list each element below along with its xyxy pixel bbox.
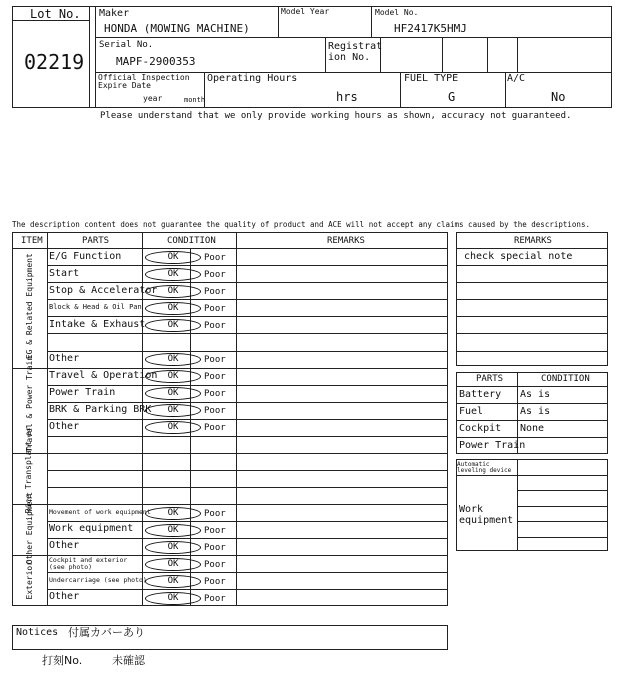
ok-mark: OK — [145, 524, 201, 537]
accuracy-note: Please understand that we only provide working hours as shown, accuracy not guaranteed. — [100, 111, 572, 121]
poor-option: Poor — [204, 304, 226, 314]
model-no-label: Model No. — [375, 8, 419, 17]
part-work-equipment: Work equipment — [49, 523, 134, 534]
group-exterior: Exterior — [24, 560, 34, 600]
fuel-value: G — [448, 90, 456, 104]
ok-mark: OK — [145, 285, 201, 298]
col-item: ITEM — [21, 236, 43, 246]
ok-mark: OK — [145, 404, 201, 417]
notices-label: Notices — [16, 627, 59, 638]
part-undercarriage: Undercarriage (see photo) — [49, 576, 147, 584]
stamp-value: 未確認 — [112, 654, 145, 667]
poor-option: Poor — [204, 594, 226, 604]
remarks-value: check special note — [464, 251, 573, 262]
poor-option: Poor — [204, 509, 226, 519]
disclaimer: The description content does not guarantee the quality of product and ACE will not accept any claims caused by the descriptions. — [12, 220, 590, 229]
part-movement-work: Movement of work equipment — [49, 508, 151, 516]
ok-mark: OK — [145, 387, 201, 400]
part-start: Start — [49, 268, 80, 279]
poor-option: Poor — [204, 287, 226, 297]
maker-value: HONDA (MOWING MACHINE) — [104, 22, 250, 35]
model-no-value: HF2417K5HMJ — [394, 22, 467, 35]
poor-option: Poor — [204, 560, 226, 570]
poor-option: Poor — [204, 543, 226, 553]
ok-mark: OK — [145, 575, 201, 588]
poor-option: Poor — [204, 389, 226, 399]
col-parts: PARTS — [82, 236, 110, 246]
part-eg-other: Other — [49, 353, 80, 364]
poor-option: Poor — [204, 253, 226, 263]
lot-number: 02219 — [24, 50, 85, 74]
right-part-cockpit: Cockpit — [459, 423, 502, 434]
right-part-battery: Battery — [459, 389, 502, 400]
serial-label: Serial No. — [99, 40, 154, 50]
serial-value: MAPF-2900353 — [116, 55, 196, 68]
part-power-train: Power Train — [49, 387, 116, 398]
group-other-equipment: Other Equipment — [24, 491, 34, 565]
part-eg-function: E/G Function — [49, 251, 122, 262]
poor-option: Poor — [204, 577, 226, 587]
right-cond-battery: As is — [520, 389, 551, 400]
inspection-label: Official Inspection Expire Date — [98, 73, 190, 90]
poor-option: Poor — [204, 406, 226, 416]
ac-label: A/C — [507, 73, 526, 84]
right-cond-fuel: As is — [520, 406, 551, 417]
hours-label: Operating Hours — [207, 73, 298, 84]
right-part-fuel: Fuel — [459, 406, 484, 417]
part-stop-accelerator: Stop & Accelerator — [49, 285, 158, 296]
model-year-label: Model Year — [281, 7, 330, 16]
part-other-equipment-other: Other — [49, 540, 80, 551]
right-col-parts: PARTS — [476, 374, 504, 384]
registration-label: Registrat ion No. — [328, 41, 383, 63]
group-travel-power: Travel & Power Train — [24, 355, 34, 453]
ok-mark: OK — [145, 268, 201, 281]
col-remarks: REMARKS — [327, 236, 365, 246]
ok-mark: OK — [145, 592, 201, 605]
maker-label: Maker — [99, 8, 130, 19]
poor-option: Poor — [204, 526, 226, 536]
ok-mark: OK — [145, 353, 201, 366]
ok-mark: OK — [145, 370, 201, 383]
part-intake-exhaust: Intake & Exhaust — [49, 319, 146, 330]
hours-unit: hrs — [336, 90, 358, 104]
poor-option: Poor — [204, 321, 226, 331]
month-label: month — [184, 96, 206, 104]
poor-option: Poor — [204, 372, 226, 382]
part-exterior-other: Other — [49, 591, 80, 602]
group-rice-transplanter: Rice Transplant er — [23, 426, 33, 514]
ac-value: No — [551, 90, 566, 104]
lot-label: Lot No. — [30, 7, 81, 21]
remarks-header: REMARKS — [514, 236, 552, 246]
ok-mark: OK — [145, 421, 201, 434]
right-cond-cockpit: None — [520, 423, 545, 434]
right-part-power-train: Power Train — [459, 440, 526, 451]
ok-mark: OK — [145, 319, 201, 332]
ok-mark: OK — [145, 541, 201, 554]
ok-mark: OK — [145, 558, 201, 571]
group-eg-related: EG & Related Equipment — [24, 253, 34, 360]
right-col-condition: CONDITION — [541, 374, 590, 384]
notices-value: 付属カバーあり — [68, 626, 145, 639]
poor-option: Poor — [204, 423, 226, 433]
part-block-head: Block & Head & Oil Pan — [49, 303, 142, 311]
ok-mark: OK — [145, 302, 201, 315]
year-label: year — [143, 94, 163, 103]
ok-mark: OK — [145, 507, 201, 520]
ok-mark: OK — [145, 251, 201, 264]
poor-option: Poor — [204, 270, 226, 280]
part-travel-operation: Travel & Operation — [49, 370, 158, 381]
stamp-label: 打刻No. — [42, 654, 83, 667]
part-brk-parking: BRK & Parking BRK — [49, 404, 152, 415]
part-travel-other: Other — [49, 421, 80, 432]
poor-option: Poor — [204, 355, 226, 365]
fuel-label: FUEL TYPE — [404, 73, 459, 84]
work-equipment-label: Work equipment — [459, 504, 514, 526]
part-cockpit-exterior: Cockpit and exterior (see photo) — [49, 556, 128, 571]
auto-leveling-label: Automatic leveling device — [457, 461, 512, 475]
col-condition: CONDITION — [167, 236, 216, 246]
